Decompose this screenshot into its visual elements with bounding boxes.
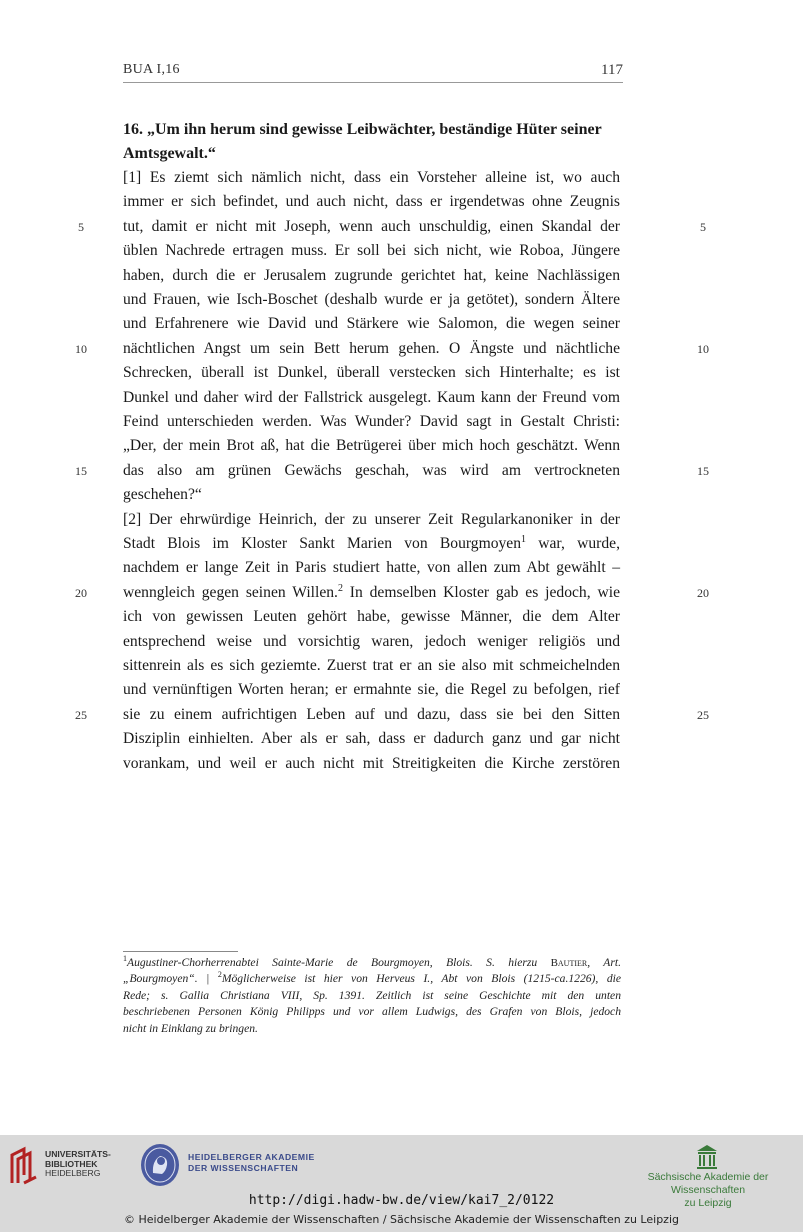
digitization-footer <box>0 1135 803 1232</box>
footnote-text: , Art. <box>587 956 621 969</box>
university-library-name <box>45 1150 111 1179</box>
permalink-url[interactable]: http://digi.hadw-bw.de/view/kai7_2/0122 <box>248 1193 555 1208</box>
line-number-right: 15 <box>697 463 709 478</box>
body-line: geschehen?“ <box>123 486 202 504</box>
body-line: üblen Nachrede ertragen muss. Er soll bei sich nicht, wie Roboa, Jüngere <box>123 242 620 260</box>
line-number-left: 10 <box>75 341 87 356</box>
ub-line: BIBLIOTHEK <box>45 1158 98 1169</box>
chapter-heading <box>123 118 623 167</box>
body-line: tut, damit er nicht mit Joseph, wenn auch unschuldig, einen Skandal der <box>123 217 620 235</box>
line-number-left: 20 <box>75 585 87 600</box>
footnote-marker: 2 <box>217 970 222 980</box>
body-line: und Frauen, wie Isch-Boschet (deshalb wurde er ja getötet), sondern Ältere <box>123 291 620 308</box>
footnote-text: Möglicherweise ist hier von Herveus I., Abt von Blois (1215-ca.1226), die <box>221 972 621 986</box>
body-line: Dunkel und daher wird der Fallstrick ausgelegt. Kaum kann der Freund vom <box>123 388 620 406</box>
body-line: Feind unterschieden werden. Was Wunder? David sagt in Gestalt Christi: <box>123 413 620 430</box>
body-line: das also am grünen Gewächs geschah, was wird am vertrockneten <box>123 461 620 479</box>
body-line: Stadt Blois im Kloster Sankt Marien von Bourgmoyen$^1$ war, wurde, <box>123 533 620 552</box>
body-line: ich von gewissen Leuten gehört habe, gewisse Männer, die dem Alter <box>123 608 620 626</box>
academy-seal-icon <box>140 1143 180 1187</box>
line-number-left: 5 <box>78 219 84 234</box>
footnote-rule <box>123 951 238 952</box>
footnote-text: Augustiner-Chorherrenabtei Sainte-Marie de Bourgmoyen, Blois. S. hierzu <box>127 956 551 969</box>
footnote-line <box>123 971 621 987</box>
ub-line: UNIVERSITÄTS- <box>45 1149 111 1159</box>
copyright-notice: © Heidelberger Akademie der Wissenschaften / Sächsische Akademie der Wissenschaften zu Leipzig <box>123 1213 679 1226</box>
body-line: sie zu einem aufrichtigen Leben auf und dazu, dass sie bei den Sitten <box>123 705 620 723</box>
footnote-line: nicht in Einklang zu bringen. <box>123 1021 258 1035</box>
hadw-line: DER WISSENSCHAFTEN <box>188 1163 299 1173</box>
footnote-reference: 2 <box>337 582 343 594</box>
saxon-line: zu Leipzig <box>684 1197 732 1209</box>
university-library-logo-icon <box>8 1145 40 1185</box>
footnote-line <box>123 955 621 971</box>
saxon-line: Sächsische Akademie der Wissenschaften <box>647 1171 769 1196</box>
body-line: nächtlichen Angst um sein Bett herum gehen. O Ängste und nächtliche <box>123 339 620 357</box>
body-line: Schrecken, überall ist Dunkel, überall verstecken sich Hinterhalte; es ist <box>123 364 620 382</box>
line-number-left: 25 <box>75 707 87 722</box>
footnote-line: beschriebenen Personen König Philipps und vor allem Ludwigs, des Grafen von Blois, jedoch <box>123 1005 621 1019</box>
footnote-line: Rede; s. Gallia Christiana VIII, Sp. 1391. Zeitlich ist seine Geschichte mit den unten <box>123 988 621 1002</box>
body-line: vorankam, und weil er auch nicht mit Streitigkeiten die Kirche zerstören <box>123 754 620 772</box>
saxon-academy-building-icon <box>696 1144 718 1170</box>
line-number-right: 5 <box>700 219 706 234</box>
body-line: nachdem er lange Zeit in Paris studiert hatte, von allen zum Abt gewählt – <box>123 559 620 577</box>
body-line: haben, durch die er Jerusalem zugrunde gerichtet hat, keine Nachlässigen <box>123 266 620 284</box>
body-line: [1] Es ziemt sich nämlich nicht, dass ein Vorsteher alleine ist, wo auch <box>123 169 620 186</box>
author-small-caps: Bautier <box>550 957 588 969</box>
chapter-heading-line: 16. „Um ihn herum sind gewisse Leibwächter, beständige Hüter seiner <box>123 121 602 138</box>
body-line: [2] Der ehrwürdige Heinrich, der zu unserer Zeit Regularkanoniker in der <box>123 510 620 528</box>
academy-name <box>188 1152 315 1174</box>
chapter-heading-line: Amtsgewalt.“ <box>123 145 216 163</box>
body-line: Disziplin einhielten. Aber als er sah, dass er dadurch ganz und gar nicht <box>123 730 620 748</box>
body-line: entsprechend weise und vorsichtig waren, jedoch weniger religiös und <box>123 632 620 650</box>
footnote-text: „Bourgmoyen“. | <box>123 972 218 986</box>
body-line: wenngleich gegen seinen Willen.$^2$ In demselben Kloster gab es jedoch, wie <box>123 582 620 601</box>
ub-line: HEIDELBERG <box>45 1168 101 1179</box>
line-number-right: 20 <box>697 585 709 600</box>
running-head <box>123 60 623 83</box>
footnote-reference: 1 <box>521 533 527 545</box>
line-number-left: 15 <box>75 463 87 478</box>
body-line: „Der, der mein Brot aß, hat die Betrügerei über mich hoch geschätzt. Wenn <box>123 437 620 455</box>
body-line: immer er sich befindet, und auch nicht, dass er irgendetwas ohne Zeugnis <box>123 193 620 211</box>
running-head-siglum: BUA I,16 <box>123 62 180 77</box>
page-number: 117 <box>601 62 623 78</box>
body-line: und Erfahrenere wie David und Stärkere wie Salomon, die wegen seiner <box>123 315 620 333</box>
footnote-marker: 1 <box>123 954 127 964</box>
hadw-line: HEIDELBERGER AKADEMIE <box>188 1152 315 1162</box>
body-line: und vernünftigen Worten heran; er ermahnte sie, die Regel zu befolgen, rief <box>123 681 620 699</box>
line-number-right: 10 <box>697 341 709 356</box>
line-number-right: 25 <box>697 707 709 722</box>
body-line: sittenrein als es sich geziemte. Zuerst trat er an sie also mit schmeichelnden <box>123 657 620 674</box>
